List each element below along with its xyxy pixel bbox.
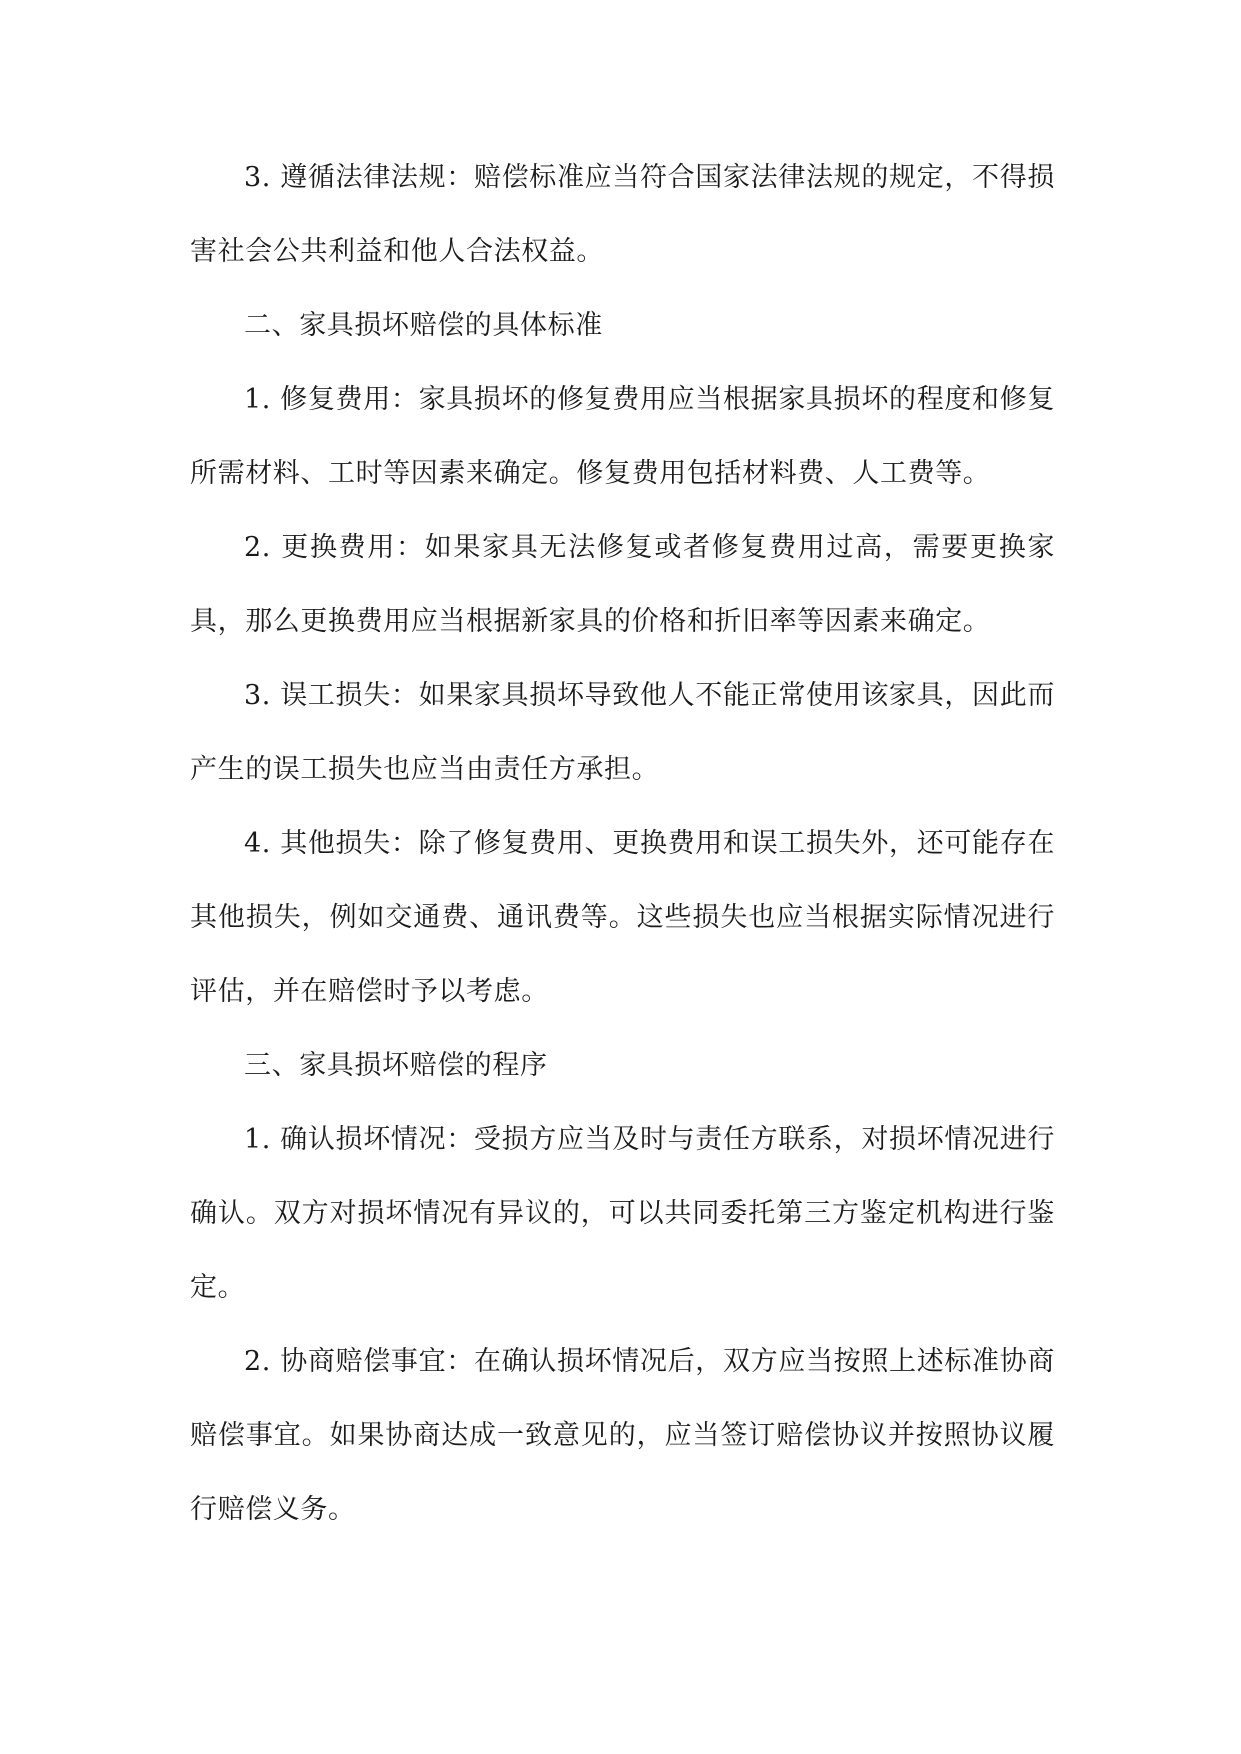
- document-body: [190, 141, 1055, 1547]
- paragraph-legal-compliance: 3. 遵循法律法规：赔偿标准应当符合国家法律法规的规定，不得损害社会公共利益和他人合法权益。: [190, 162, 1055, 267]
- paragraph-lost-work: 3. 误工损失：如果家具损坏导致他人不能正常使用该家具，因此而产生的误工损失也应当由责任方承担。: [190, 680, 1055, 785]
- section-heading-procedure: 三、家具损坏赔偿的程序: [244, 1050, 548, 1081]
- paragraph-other-losses: 4. 其他损失：除了修复费用、更换费用和误工损失外，还可能存在其他损失，例如交通费、通讯费等。这些损失也应当根据实际情况进行评估，并在赔偿时予以考虑。: [190, 828, 1055, 1007]
- paragraph-confirm-damage: 1. 确认损坏情况：受损方应当及时与责任方联系，对损坏情况进行确认。双方对损坏情况有异议的，可以共同委托第三方鉴定机构进行鉴定。: [190, 1124, 1055, 1303]
- paragraph-replacement-cost: 2. 更换费用：如果家具无法修复或者修复费用过高，需要更换家具，那么更换费用应当根据新家具的价格和折旧率等因素来确定。: [190, 532, 1055, 637]
- paragraph-repair-cost: 1. 修复费用：家具损坏的修复费用应当根据家具损坏的程度和修复所需材料、工时等因素来确定。修复费用包括材料费、人工费等。: [190, 384, 1055, 489]
- section-heading-specific-standards: 二、家具损坏赔偿的具体标准: [244, 310, 603, 341]
- paragraph-negotiate-compensation: 2. 协商赔偿事宜：在确认损坏情况后，双方应当按照上述标准协商赔偿事宜。如果协商达成一致意见的，应当签订赔偿协议并按照协议履行赔偿义务。: [190, 1346, 1055, 1525]
